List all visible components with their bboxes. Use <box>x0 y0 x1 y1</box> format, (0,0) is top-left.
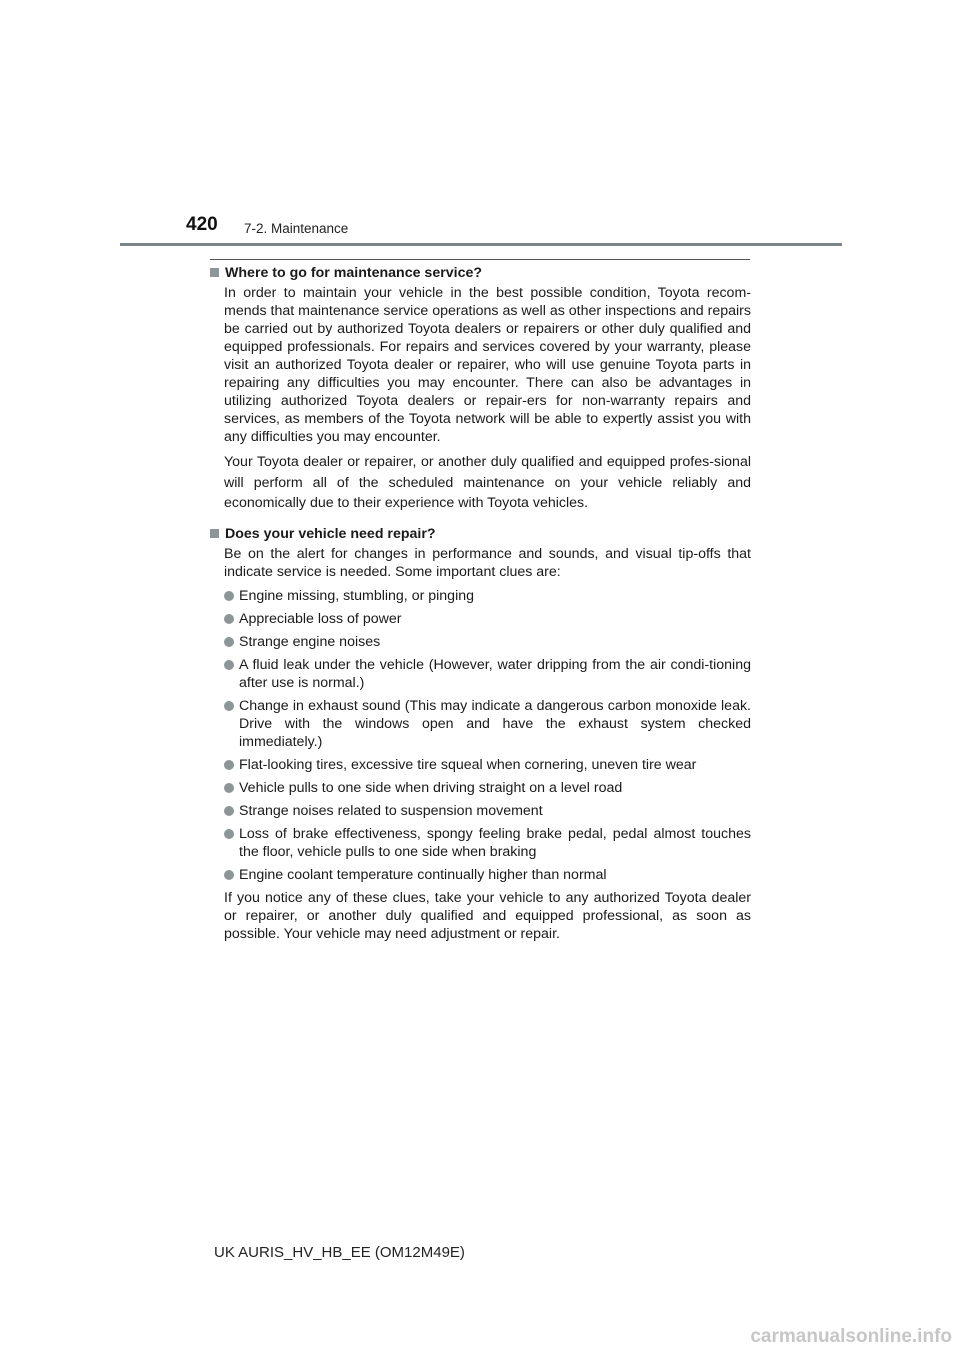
model-code-footer: UK AURIS_HV_HB_EE (OM12M49E) <box>214 1244 465 1261</box>
heading-text: Where to go for maintenance service? <box>225 265 483 281</box>
page-number: 420 <box>186 214 218 235</box>
round-bullet-icon <box>224 591 234 601</box>
list-item: Change in exhaust sound (This may indicate a dangerous carbon monoxide leak. Drive with the windows open and have the exhaust system checked immediately.) <box>224 697 751 751</box>
round-bullet-icon <box>224 760 234 770</box>
list-item: Engine missing, stumbling, or pinging <box>224 587 751 605</box>
list-item: Flat-looking tires, excessive tire squeal when cornering, uneven tire wear <box>224 756 751 774</box>
paragraph: In order to maintain your vehicle in the best possible condition, Toyota recom-mends that maintenance service operations as well as other inspections and repairs be carried out by authorized Toyota dealers or repairers or other duly qualified and equipped professionals. For repairs and services covered by your warranty, please visit an authorized Toyota dealer or repairer, who will use genuine Toyota parts in repairing any difficulties you may encounter. There can also be advantages in utilizing authorized Toyota dealers or repair-ers for non-warranty repairs and services, as members of the Toyota network will be able to expertly assist you with any difficulties you may encounter. <box>224 285 751 445</box>
square-bullet-icon <box>210 268 219 277</box>
list-item: Vehicle pulls to one side when driving straight on a level road <box>224 779 751 797</box>
square-bullet-icon <box>210 529 219 538</box>
list-item: Strange engine noises <box>224 633 751 651</box>
content-divider <box>210 259 750 260</box>
watermark: carmanualsonline.info <box>750 1326 952 1347</box>
list-item: A fluid leak under the vehicle (However, water dripping from the air condi-tioning after use is normal.) <box>224 656 751 692</box>
section-title: 7-2. Maintenance <box>244 221 349 236</box>
round-bullet-icon <box>224 783 234 793</box>
section-heading-maintenance <box>210 264 751 282</box>
section-heading-repair <box>210 525 751 543</box>
round-bullet-icon <box>224 829 234 839</box>
list-item: Loss of brake effectiveness, spongy feeling brake pedal, pedal almost touches the floor, vehicle pulls to one side when braking <box>224 825 751 861</box>
header-divider <box>120 243 842 246</box>
paragraph: Your Toyota dealer or repairer, or another duly qualified and equipped profes-sional will perform all of the scheduled maintenance on your vehicle reliably and economically due to their experience with Toyota vehicles. <box>224 454 751 511</box>
round-bullet-icon <box>224 660 234 670</box>
round-bullet-icon <box>224 637 234 647</box>
round-bullet-icon <box>224 806 234 816</box>
list-item: Strange noises related to suspension movement <box>224 802 751 820</box>
content-body <box>210 264 751 949</box>
list-item: Engine coolant temperature continually higher than normal <box>224 866 751 884</box>
paragraph: Be on the alert for changes in performance and sounds, and visual tip-offs that indicate service is needed. Some important clues are: <box>224 545 751 580</box>
paragraph: If you notice any of these clues, take your vehicle to any authorized Toyota dealer or repairer, or another duly qualified and equipped professional, as soon as possible. Your vehicle may need adjustment or repair. <box>224 889 751 942</box>
round-bullet-icon <box>224 614 234 624</box>
heading-text: Does your vehicle need repair? <box>225 525 436 542</box>
round-bullet-icon <box>224 701 234 711</box>
round-bullet-icon <box>224 870 234 880</box>
list-item: Appreciable loss of power <box>224 610 751 628</box>
